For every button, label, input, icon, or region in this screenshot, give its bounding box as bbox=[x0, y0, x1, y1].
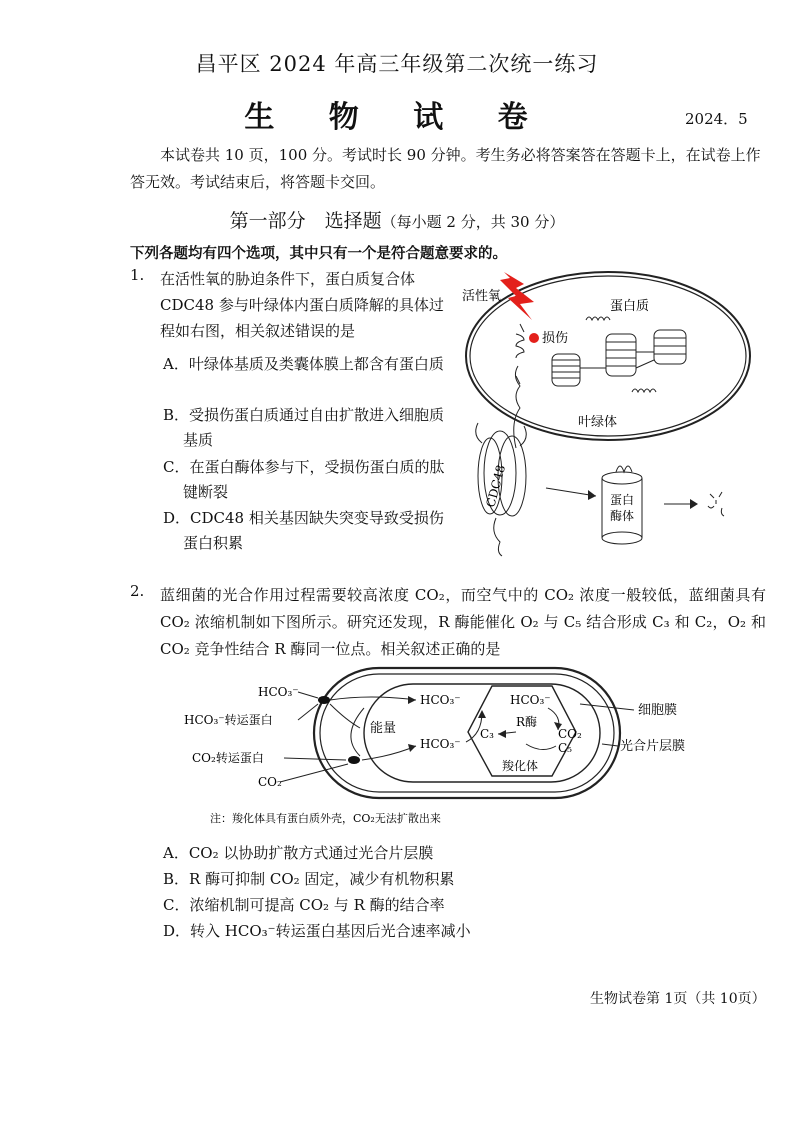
q2-option-a[interactable]: A．CO₂ 以协助扩散方式通过光合片层膜 bbox=[163, 844, 434, 862]
co2-transporter-icon bbox=[348, 756, 360, 764]
ros-bolt-icon bbox=[500, 272, 534, 320]
c5-label: C₅ bbox=[558, 741, 572, 755]
exam-intro: 本试卷共 10 页，100 分。考试时长 90 分钟。考生务必将答案答在答题卡上，在试卷上作答无效。考试结束后，将答题卡交回。 bbox=[130, 146, 761, 191]
co2-transporter-label: CO₂转运蛋白 bbox=[192, 751, 264, 765]
hco3-carboxysome-label: HCO₃⁻ bbox=[510, 693, 551, 707]
part1-instruction: 下列各题均有四个选项，其中只有一个是符合题意要求的。 bbox=[130, 246, 507, 262]
free-protein-coil-2 bbox=[632, 389, 656, 392]
damaged-protein-coil bbox=[516, 334, 524, 358]
paper-title: 生 物 试 卷 bbox=[244, 100, 550, 135]
damage-spot-icon bbox=[529, 333, 539, 343]
hco3-transporter-label: HCO₃⁻转运蛋白 bbox=[184, 713, 273, 727]
q1-option-d[interactable]: D．CDC48 相关基因缺失突变导致受损伤蛋白积累 bbox=[163, 509, 444, 552]
q1-figure bbox=[460, 268, 770, 560]
co2-carboxysome-label: CO₂ bbox=[558, 727, 582, 741]
q2-option-c[interactable]: C．浓缩机制可提高 CO₂ 与 R 酶的结合率 bbox=[163, 896, 445, 914]
exam-date: 2024．5 bbox=[685, 110, 748, 128]
cell-membrane-label: 细胞膜 bbox=[638, 703, 678, 718]
ros-label: 活性氧 bbox=[462, 289, 502, 304]
protein-tail bbox=[494, 518, 502, 556]
q2-stem: 蓝细菌的光合作用过程需要较高浓度 CO₂，而空气中的 CO₂ 浓度一般较低，蓝细菌具有 CO₂ 浓缩机制如下图所示。研究还发现，R 酶能催化 O₂ 与 C₅ 结合形成 C₃ 和 C₂，O₂ 和 CO₂ 竞争性结合 R 酶同一位点。相关叙述正确的是 bbox=[160, 586, 766, 658]
part1-heading bbox=[0, 206, 794, 233]
q1-option-a[interactable]: A．叶绿体基质及类囊体膜上都含有蛋白质 bbox=[163, 355, 444, 373]
q1-number: 1. bbox=[130, 266, 145, 284]
q2-figure bbox=[180, 664, 760, 834]
q1-stem: 在活性氧的胁迫条件下，蛋白质复合体 CDC48 参与叶绿体内蛋白质降解的具体过程如右图，相关叙述错误的是 bbox=[160, 270, 444, 340]
q2-option-b[interactable]: B．R 酶可抑制 CO₂ 固定，减少有机物积累 bbox=[163, 870, 455, 888]
hco3-lower-label: HCO₃⁻ bbox=[420, 737, 461, 751]
hco3-outside-label: HCO₃⁻ bbox=[258, 685, 299, 699]
chloroplast-label: 叶绿体 bbox=[578, 415, 618, 430]
proteasome-label-1: 蛋白 bbox=[610, 493, 635, 507]
hco3-transporter-icon bbox=[318, 696, 330, 704]
carboxysome-label: 羧化体 bbox=[502, 759, 539, 773]
part1-title: 第一部分 选择题 bbox=[229, 210, 382, 232]
hco3-middle-label: HCO₃⁻ bbox=[420, 693, 461, 707]
q2-option-d[interactable]: D．转入 HCO₃⁻转运蛋白基因后光合速率减小 bbox=[163, 922, 471, 940]
page-footer: 生物试卷第 1页（共 10页） bbox=[590, 991, 766, 1007]
co2-outside-label: CO₂ bbox=[258, 775, 282, 789]
q2-figure-note: 注：羧化体具有蛋白质外壳，CO₂无法扩散出来 bbox=[210, 812, 441, 825]
ros-arrow bbox=[520, 324, 524, 332]
free-protein-coil bbox=[586, 317, 610, 320]
thylakoid-label: 光合片层膜 bbox=[620, 739, 686, 754]
peptide-fragments bbox=[708, 492, 724, 516]
part1-note: （每小题 2 分，共 30 分） bbox=[381, 213, 565, 231]
c3-label: C₃ bbox=[480, 727, 494, 741]
thylakoid-stacks bbox=[552, 330, 686, 386]
cdc48-label: CDC48 bbox=[483, 463, 509, 509]
energy-label: 能量 bbox=[370, 721, 397, 736]
damage-label: 损伤 bbox=[542, 331, 569, 346]
q1-option-c[interactable]: C．在蛋白酶体参与下，受损伤蛋白质的肽键断裂 bbox=[163, 458, 445, 501]
q2-number: 2. bbox=[130, 582, 145, 600]
q1-option-b[interactable]: B．受损伤蛋白质通过自由扩散进入细胞质基质 bbox=[163, 406, 445, 449]
exam-title: 昌平区 2024 年高三年级第二次统一练习 bbox=[195, 52, 599, 76]
r-enzyme-label: R酶 bbox=[516, 715, 538, 729]
proteasome-label-2: 酶体 bbox=[610, 509, 635, 523]
protein-label: 蛋白质 bbox=[610, 299, 650, 314]
